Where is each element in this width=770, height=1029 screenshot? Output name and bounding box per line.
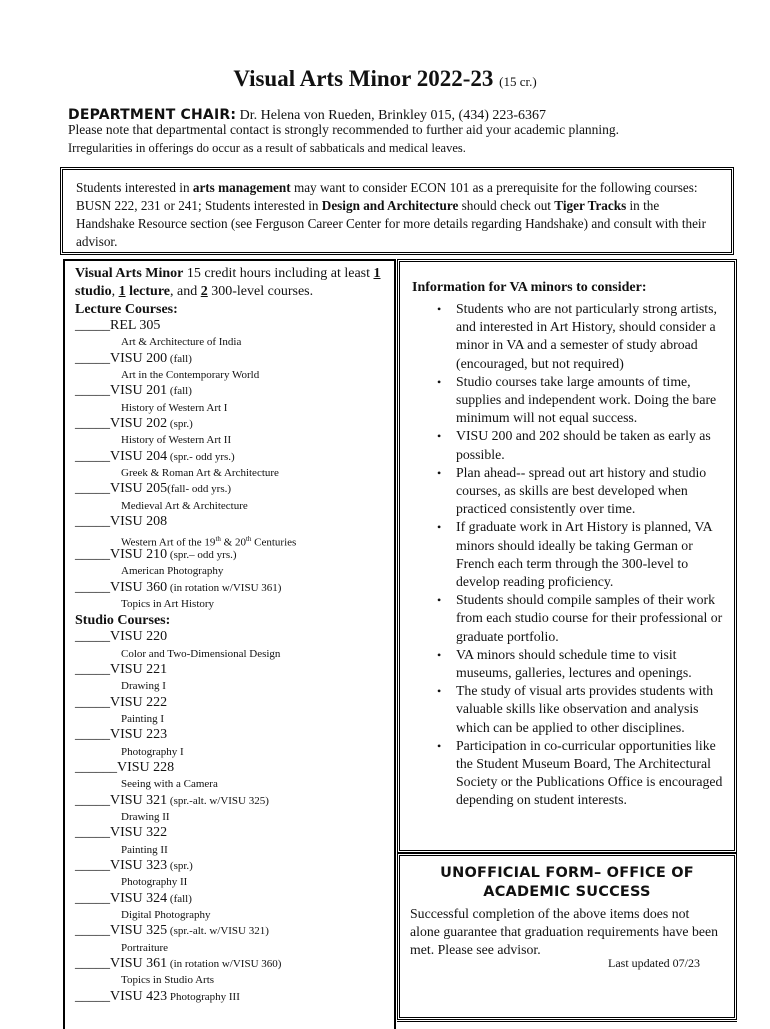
course-title: Seeing with a Camera <box>121 778 218 791</box>
box-text-4: in the Handshake Resource section (see Ferguson Career Center for more details regarding Handshake) and consult with their advisor. <box>76 198 706 249</box>
course-title: Art in the Contemporary World <box>121 369 260 382</box>
course-title: Western Art of the 19th & 20th Centuries <box>121 534 297 549</box>
course-row <box>75 580 390 596</box>
req-and: , and <box>170 284 201 299</box>
course-row <box>75 956 390 972</box>
irregularities-note: Irregularities in offerings do occur as a result of sabbaticals and medical leaves. <box>68 141 466 155</box>
requirements-heading <box>75 265 390 301</box>
course-code: VISU 325 <box>110 923 168 939</box>
box-bold-2: Design and Architecture <box>321 198 459 213</box>
course-row <box>75 629 390 645</box>
checkbox-line[interactable]: _____ <box>75 923 110 939</box>
info-box <box>397 259 737 853</box>
course-row <box>75 760 390 776</box>
course-code: VISU 324 <box>110 890 168 906</box>
course-row <box>75 416 390 432</box>
checkbox-line[interactable]: _____ <box>75 792 110 808</box>
checkbox-line[interactable]: _____ <box>75 383 110 399</box>
studio-word: studio <box>75 284 112 299</box>
course-code: VISU 220 <box>110 629 168 645</box>
course-row <box>75 383 390 399</box>
course-row <box>75 351 390 367</box>
course-code: VISU 202 <box>110 416 168 432</box>
course-code: VISU 228 <box>117 759 175 775</box>
checkbox-line[interactable]: ______ <box>75 759 117 775</box>
chair-info: Dr. Helena von Rueden, Brinkley 015, (434) 223-6367 <box>239 108 547 123</box>
course-code: VISU 221 <box>110 661 168 677</box>
checkbox-line[interactable]: _____ <box>75 481 110 497</box>
box-text-2: may want to consider ECON 101 as a prerequisite for the following courses: BUSN 222, 231 or 241; Students interested in <box>76 180 698 213</box>
course-row <box>75 923 390 939</box>
checkbox-line[interactable]: _____ <box>75 694 110 710</box>
info-item: • Students who are not particularly strong artists, and interested in Art History, should consider a minor in VA and a semester of study abroad (encouraged, but not required) <box>456 300 734 373</box>
info-item: • If graduate work in Art History is planned, VA minors should ideally be taking German or French each term through the 300-level to develop reading proficiency. <box>456 518 734 591</box>
course-title: History of Western Art II <box>121 434 232 447</box>
checkbox-line[interactable]: _____ <box>75 579 110 595</box>
course-code: VISU 360 <box>110 579 168 595</box>
course-row <box>75 793 390 809</box>
course-code: VISU 223 <box>110 727 168 743</box>
checkbox-line[interactable]: _____ <box>75 727 110 743</box>
requirements-box <box>63 259 396 1029</box>
course-title: Art & Architecture of India <box>121 336 242 349</box>
lecture-course-list <box>75 318 390 612</box>
form-heading <box>400 864 734 902</box>
info-item: • The study of visual arts provides students with valuable skills like observation and analysis which can be applied to other disciplines. <box>456 682 734 737</box>
checkbox-line[interactable]: _____ <box>75 546 110 562</box>
course-title: Portraiture <box>121 941 169 954</box>
req-comma: , <box>111 284 119 299</box>
course-note: (fall- odd yrs.) <box>167 483 232 496</box>
course-title: Color and Two-Dimensional Design <box>121 647 281 660</box>
info-item: • VISU 200 and 202 should be taken as early as possible. <box>456 427 734 463</box>
box-text-3: should check out <box>458 198 555 213</box>
course-note: (spr.- odd yrs.) <box>167 450 235 463</box>
lecture-word: lecture <box>129 284 171 299</box>
form-disclaimer: Successful completion of the above items does not alone guarantee that graduation requirements have been met. Please see advisor. <box>410 906 718 957</box>
course-row <box>75 825 390 841</box>
course-row <box>75 695 390 711</box>
checkbox-line[interactable]: _____ <box>75 825 110 841</box>
course-title: Painting I <box>121 712 165 725</box>
course-code: VISU 204 <box>110 448 168 464</box>
course-note: (spr.) <box>167 418 193 431</box>
info-item: • Students should compile samples of their work from each studio course for their professional or graduate portfolio. <box>456 591 734 646</box>
course-note: (spr.) <box>167 860 193 872</box>
course-code: VISU 322 <box>110 825 168 841</box>
course-row <box>75 858 390 874</box>
contact-note: Please note that departmental contact is strongly recommended to further aid your academic planning. <box>68 122 620 137</box>
req-text: 15 credit hours including at least <box>183 266 374 281</box>
info-item: • Participation in co-curricular opportunities like the Student Museum Board, The Architectural Society or the Publications Office is encouraged depending on student interests. <box>456 737 734 810</box>
arts-management-box <box>60 167 734 255</box>
studio-course-list <box>75 629 390 1005</box>
course-row <box>75 449 390 465</box>
title-text: Visual Arts Minor 2022-23 <box>233 66 494 91</box>
course-code: VISU 222 <box>110 694 168 710</box>
box-text-1: Students interested in <box>76 180 193 195</box>
course-title: Digital Photography <box>121 909 211 922</box>
course-code: VISU 200 <box>110 350 168 366</box>
course-code: VISU 201 <box>110 383 168 399</box>
course-code: VISU 423 <box>110 988 168 1004</box>
checkbox-line[interactable]: _____ <box>75 514 110 530</box>
course-row <box>75 727 390 743</box>
requirements-content <box>75 265 390 1005</box>
minor-label: Visual Arts Minor <box>75 266 184 281</box>
course-note: (fall) <box>167 892 192 905</box>
course-code: REL 305 <box>110 318 161 333</box>
studio-count: 1 <box>373 266 381 281</box>
box-bold-1: arts management <box>192 180 291 195</box>
checkbox-line[interactable]: _____ <box>75 350 110 366</box>
checkbox-line[interactable]: _____ <box>75 416 110 432</box>
checkbox-line[interactable]: _____ <box>75 890 110 906</box>
bottom-rule <box>397 1019 737 1022</box>
info-item: • Plan ahead-- spread out art history and studio courses, as skills are best developed when practiced consistently over time. <box>456 464 734 519</box>
course-note: (in rotation w/VISU 361) <box>167 581 282 594</box>
unofficial-form-box <box>397 853 737 1020</box>
course-row <box>75 989 390 1005</box>
course-title: Drawing I <box>121 680 166 693</box>
last-updated: Last updated 07/23 <box>608 956 700 970</box>
course-row <box>75 891 390 907</box>
course-title: Photography I <box>121 745 184 758</box>
arts-management-text <box>76 179 717 251</box>
checkbox-line[interactable]: _____ <box>75 629 110 645</box>
lecture-courses-heading: Lecture Courses: <box>75 302 178 317</box>
info-heading: Information for VA minors to consider: <box>412 280 647 295</box>
course-code: VISU 208 <box>110 514 168 530</box>
page-title <box>0 66 770 92</box>
box-bold-3: Tiger Tracks <box>554 198 627 213</box>
checkbox-line[interactable]: _____ <box>75 318 110 333</box>
course-code: VISU 361 <box>110 956 168 972</box>
course-note: (in rotation w/VISU 360) <box>167 958 282 971</box>
req-end: 300-level courses. <box>207 284 314 299</box>
form-heading-line1: UNOFFICIAL FORM– OFFICE OF <box>440 865 694 881</box>
info-item: • VA minors should schedule time to visit museums, galleries, lectures and openings. <box>456 646 734 682</box>
studio-courses-heading: Studio Courses: <box>75 613 171 629</box>
info-list <box>400 300 734 810</box>
course-note: Photography III <box>167 990 240 1003</box>
course-code: VISU 321 <box>110 792 168 808</box>
chair-label: DEPARTMENT CHAIR: <box>68 107 237 123</box>
course-title: Photography II <box>121 876 188 889</box>
course-row <box>75 318 390 334</box>
course-row <box>75 662 390 678</box>
course-note: (spr.-alt. w/VISU 321) <box>167 925 269 938</box>
course-title: Medieval Art & Architecture <box>121 499 248 512</box>
course-title: Greek & Roman Art & Architecture <box>121 467 279 480</box>
checkbox-line[interactable]: _____ <box>75 956 110 972</box>
course-row <box>75 481 390 497</box>
course-row <box>75 514 390 530</box>
level-count: 2 <box>200 284 208 299</box>
form-heading-line2: ACADEMIC SUCCESS <box>483 884 651 900</box>
course-code: VISU 323 <box>110 858 168 873</box>
checkbox-line[interactable]: _____ <box>75 988 110 1004</box>
course-code: VISU 210 <box>110 546 168 562</box>
course-note: (fall) <box>167 352 192 365</box>
course-note: (spr.– odd yrs.) <box>167 548 237 561</box>
checkbox-line[interactable]: _____ <box>75 448 110 464</box>
course-title: Topics in Art History <box>121 597 215 610</box>
course-title: Topics in Studio Arts <box>121 974 215 987</box>
course-row <box>75 547 390 563</box>
course-note: (spr.-alt. w/VISU 325) <box>167 794 269 807</box>
course-title: History of Western Art I <box>121 401 228 414</box>
course-note: (fall) <box>167 385 192 398</box>
checkbox-line[interactable]: _____ <box>75 858 110 873</box>
course-title: Painting II <box>121 843 168 856</box>
course-title: Drawing II <box>121 811 170 824</box>
checkbox-line[interactable]: _____ <box>75 661 110 677</box>
course-title: American Photography <box>121 565 224 578</box>
lecture-count: 1 <box>118 284 126 299</box>
course-code: VISU 205 <box>110 481 168 497</box>
credits-text: (15 cr.) <box>499 74 537 89</box>
info-item: • Studio courses take large amounts of time, supplies and independent work. Doing the bare minimum will not equal success. <box>456 373 734 428</box>
